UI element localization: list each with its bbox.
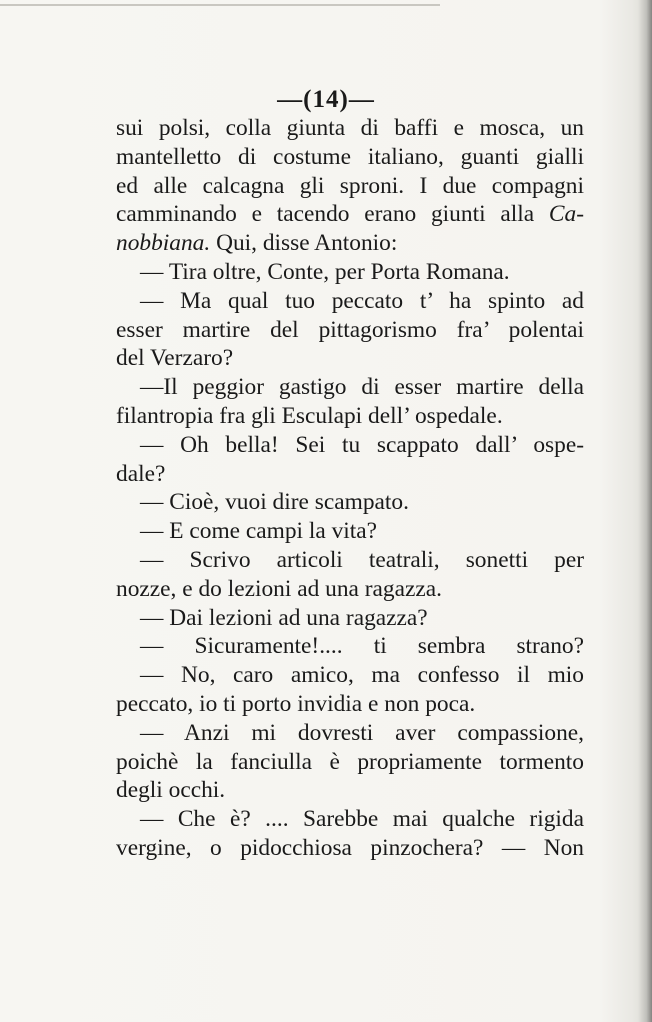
text-line: — Tira oltre, Conte, per Porta Romana. (140, 258, 510, 285)
body-text (116, 114, 584, 863)
text-line: mantelletto di costume italiano, guanti gialli (116, 143, 584, 170)
text-line: — Ma qual tuo peccato t’ ha spinto ad (140, 287, 584, 314)
text-line: nobbiana. Qui, disse Antonio: (116, 230, 398, 257)
italic-word: Ca- (548, 201, 584, 228)
text-line: — Scrivo articoli teatrali, sonetti per (140, 546, 584, 573)
text-line: — No, caro amico, ma confesso il mio (140, 662, 584, 689)
text-line: peccato, io ti porto invidia e non poca. (116, 690, 476, 717)
text-line: camminando e tacendo erano giunti alla Ca- (116, 201, 584, 228)
text-line: — Anzi mi dovresti aver compassione, (140, 719, 584, 746)
top-edge-rule (0, 4, 440, 6)
text-line: filantropia fra gli Esculapi dell’ ospedale. (116, 402, 503, 429)
page-number: —(14)— (277, 86, 375, 113)
text-line: dale? (116, 460, 166, 487)
text-line: — Oh bella! Sei tu scappato dall’ ospe- (140, 431, 584, 458)
text-line: ed alle calcagna gli sproni. I due compagni (116, 172, 584, 199)
text-line: —Il peggior gastigo di esser martire della (140, 374, 584, 401)
text-line: — E come campi la vita? (140, 518, 378, 545)
text-line: degli occhi. (116, 777, 226, 804)
text-line: — Sicuramente!.... ti sembra strano? (140, 633, 584, 660)
text-line: nozze, e do lezioni ad una ragazza. (116, 575, 442, 602)
text-line: — Dai lezioni ad una ragazza? (140, 604, 428, 631)
text-line: vergine, o pidocchiosa pinzochera? — Non (116, 834, 584, 861)
text-line: del Verzaro? (116, 345, 234, 372)
text-line: — Che è? .... Sarebbe mai qualche rigida (140, 806, 584, 833)
text-line: — Cioè, vuoi dire scampato. (140, 489, 409, 516)
text-line: sui polsi, colla giunta di baffi e mosca, un (116, 115, 584, 141)
text-line: poichè la fanciulla è propriamente tormento (116, 748, 584, 775)
page-binding-shadow (638, 0, 652, 1022)
text-line: esser martire del pittagorismo fra’ polentai (116, 316, 584, 343)
italic-word: nobbiana. (116, 230, 211, 257)
